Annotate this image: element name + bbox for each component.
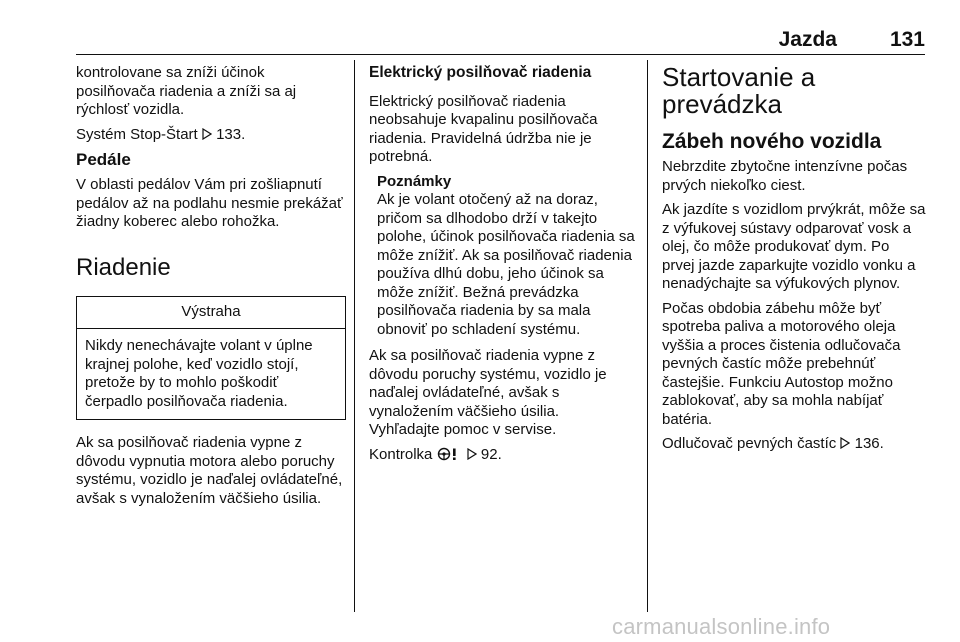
- page-ref-icon: [840, 437, 850, 449]
- warning-body: [77, 329, 345, 419]
- note-block: [369, 173, 637, 340]
- service-text: Vyhľadajte pomoc v servise.: [369, 421, 557, 438]
- pedale-text: V oblasti pedálov Vám pri zošliapnutí pedálov až na podlahu nesmie prekážať žiadny koberec alebo rohožka.: [76, 176, 343, 230]
- warning-text: Nikdy nenechávajte volant v úplne krajnej polohe, keď vozidlo stojí, pretože by to mohlo poškodiť čerpadlo posilňovača riadenia.: [85, 337, 313, 410]
- paragraph-continued: kontrolovane sa zníži účinok posilňovača riadenia a zníži sa aj rýchlosť vozidla.: [76, 64, 297, 118]
- break-in-p2: Ak jazdíte s vozidlom prvýkrát, môže sa z výfukovej sústavy odparovať vosk a olej, čo môže produkovať dym. Po prvej jazde zaparkujte vozidlo vonku a nenadýchajte sa výfukových plynov.: [662, 201, 926, 292]
- column-divider-right: [647, 60, 648, 612]
- after-warning-text: Ak sa posilňovač riadenia vypne z dôvodu vypnutia motora alebo poruchy systému, vozidlo je naďalej ovládateľné, avšak s vynaložením väčšieho úsilia.: [76, 434, 343, 507]
- column-divider-left: [354, 60, 355, 612]
- eps-heading: Elektrický posilňovač riadenia: [369, 64, 592, 81]
- chapter-heading-line2: prevádzka: [662, 89, 782, 119]
- chapter-heading: [662, 64, 926, 118]
- riadenie-heading: Riadenie: [76, 253, 171, 281]
- break-in-p1: Nebrzdite zbytočne intenzívne počas prvých niekoľko ciest.: [662, 158, 908, 194]
- column-middle: [369, 64, 637, 470]
- note-title: Poznámky: [377, 172, 452, 190]
- page-header: [76, 28, 925, 55]
- kontrolka-page: 92.: [480, 445, 502, 463]
- note-text: Ak je volant otočený až na doraz, pričom sa dlhodobo drží v takejto polohe, účinok posilňovača riadenia sa môže znížiť. Ak sa posilňovač riadenia používa dlhú dobu, jeho účinok sa môže znížiť. Bežná prevádzka posilňovača riadenia by sa mala obnoviť po schladení systému.: [377, 191, 635, 338]
- eps-intro: Elektrický posilňovač riadenia neobsahuje kvapalinu posilňovača riadenia. Pravidelná údržba nie je potrebná.: [369, 92, 598, 165]
- stopstart-text: Systém Stop-Štart: [76, 125, 198, 143]
- kontrolka-text: Kontrolka: [369, 445, 433, 463]
- pedale-heading: Pedále: [76, 150, 131, 169]
- break-in-p3: Počas obdobia zábehu môže byť spotreba paliva a motorového oleja vyššia a proces čistenia odlučovača pevných častíc môže prebehnúť častejšie. Funkciu Autostop možno zablokovať, aby sa mohla nabíjať batéria.: [662, 299, 901, 428]
- dpf-reference: [662, 435, 926, 454]
- page-ref-icon: [202, 128, 212, 140]
- column-right: [662, 64, 926, 460]
- dpf-page: 136.: [854, 435, 884, 452]
- steering-warning-icon: [437, 447, 463, 461]
- watermark: carmanualsonline.info: [612, 614, 831, 639]
- stopstart-reference: [76, 126, 346, 145]
- stopstart-page: 133.: [216, 125, 246, 143]
- page-number: 131: [889, 28, 925, 51]
- dpf-text: Odlučovač pevných častíc: [662, 435, 837, 452]
- page-ref-icon: [467, 448, 477, 460]
- warning-box: [76, 296, 346, 421]
- warning-title: Výstraha: [77, 297, 345, 330]
- eps-failure-text: Ak sa posilňovač riadenia vypne z dôvodu poruchy systému, vozidlo je naďalej ovládateľné, avšak s vynaložením väčšieho úsilia.: [369, 347, 607, 420]
- column-left: [76, 64, 346, 514]
- kontrolka-reference: [369, 446, 637, 465]
- chapter-heading-line1: Startovanie a: [662, 62, 816, 92]
- section-title: Jazda: [778, 28, 837, 51]
- break-in-heading: Zábeh nového vozidla: [662, 130, 882, 153]
